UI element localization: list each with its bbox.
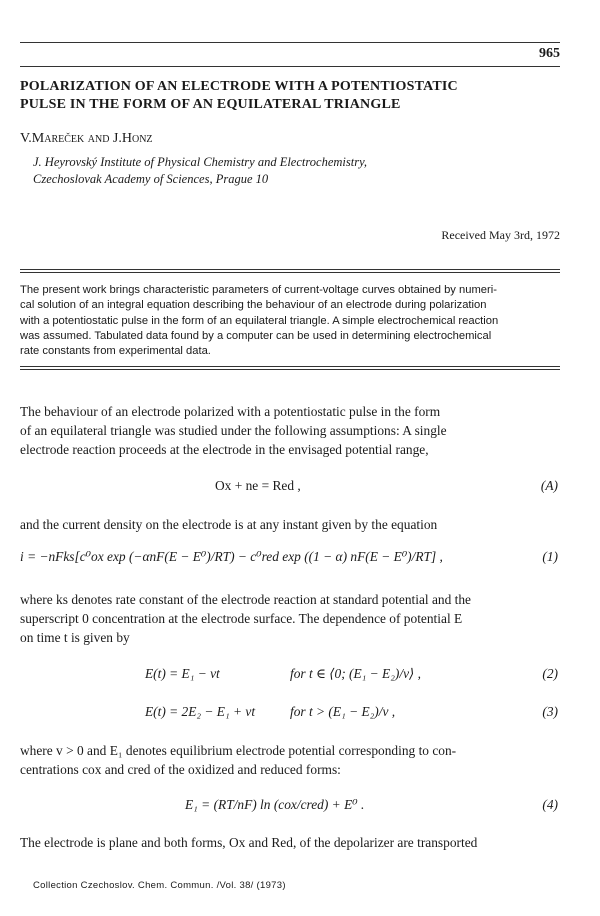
abstract-line: with a potentiostatic pulse in the form of an equilateral triangle. A simple electrochemical reaction — [20, 314, 499, 327]
abstract-line: The present work brings characteristic parameters of current-voltage curves obtained by numeri- — [20, 284, 497, 296]
affiliation — [33, 154, 553, 188]
received-date: Received May 3rd, 1972 — [441, 228, 560, 242]
authors: V.Mareček and J.Honz — [20, 131, 153, 146]
paragraph-5: The electrode is plane and both forms, Ox and Red, of the depolarizer are transported — [20, 835, 478, 850]
equation-A: Ox + ne = Red , — [215, 478, 301, 493]
abstract — [20, 283, 560, 359]
paragraph-2: and the current density on the electrode is at any instant given by the equation — [20, 517, 438, 532]
abstract-line: was assumed. Tabulated data found by a computer can be used in determining electrochemical — [20, 329, 492, 342]
equation-4: E₁ = (RT/nF) ln (cox/cred) + E⁰ . — [185, 797, 365, 812]
text-line: The behaviour of an electrode polarized with a potentiostatic pulse in the form — [20, 404, 441, 419]
affiliation-line: J. Heyrovský Institute of Physical Chemistry and Electrochemistry, — [33, 155, 368, 169]
abstract-rule-top-2 — [20, 272, 560, 273]
equation-3-right: for t > (E₁ − E₂)/v , — [290, 704, 396, 719]
abstract-rule-bottom — [20, 366, 560, 367]
text-line: centrations cox and cred of the oxidized and reduced forms: — [20, 762, 341, 777]
equation-2-right: for t ∈ ⟨0; (E₁ − E₂)/v⟩ , — [290, 666, 421, 681]
text-line: of an equilateral triangle was studied under the following assumptions: A single — [20, 423, 447, 438]
text-line: where ks denotes rate constant of the electrode reaction at standard potential and the — [20, 592, 472, 607]
abstract-line: rate constants from experimental data. — [20, 345, 211, 358]
paragraph-3 — [20, 590, 560, 647]
text-line: electrode reaction proceeds at the electrode in the envisaged potential range, — [20, 442, 429, 457]
abstract-rule-top — [20, 269, 560, 270]
equation-1: i = −nFks[c⁰ox exp (−αnF(E − E⁰)/RT) − c⁰red exp ((1 − α) nF(E − E⁰)/RT] , — [20, 549, 443, 564]
equation-3-number: (3) — [542, 704, 558, 719]
page-number: 965 — [539, 46, 560, 61]
title-line: PULSE IN THE FORM OF AN EQUILATERAL TRIANGLE — [20, 97, 401, 112]
equation-A-number: (A) — [540, 478, 558, 493]
header-rule-lower — [20, 66, 560, 67]
title-line: POLARIZATION OF AN ELECTRODE WITH A POTENTIOSTATIC — [20, 79, 458, 94]
affiliation-line: Czechoslovak Academy of Sciences, Prague 10 — [33, 172, 269, 186]
equation-2-number: (2) — [542, 666, 558, 681]
header-rule — [20, 42, 560, 43]
paragraph-1 — [20, 402, 560, 459]
equation-3-left: E(t) = 2E₂ − E₁ + vt — [145, 704, 256, 719]
abstract-rule-bottom-2 — [20, 369, 560, 370]
abstract-line: cal solution of an integral equation describing the behaviour of an electrode during polarization — [20, 299, 487, 312]
paragraph-4 — [20, 741, 560, 779]
text-line: where v > 0 and E₁ denotes equilibrium electrode potential corresponding to con- — [20, 743, 457, 758]
text-line: superscript 0 concentration at the electrode surface. The dependence of potential E — [20, 611, 463, 626]
equation-2-left: E(t) = E₁ − vt — [145, 666, 220, 681]
text-line: on time t is given by — [20, 630, 130, 645]
equation-1-number: (1) — [542, 549, 558, 564]
equation-4-number: (4) — [542, 797, 558, 812]
article-title — [20, 78, 580, 114]
journal-footer: Collection Czechoslov. Chem. Commun. /Vol. 38/ (1973) — [33, 880, 286, 891]
